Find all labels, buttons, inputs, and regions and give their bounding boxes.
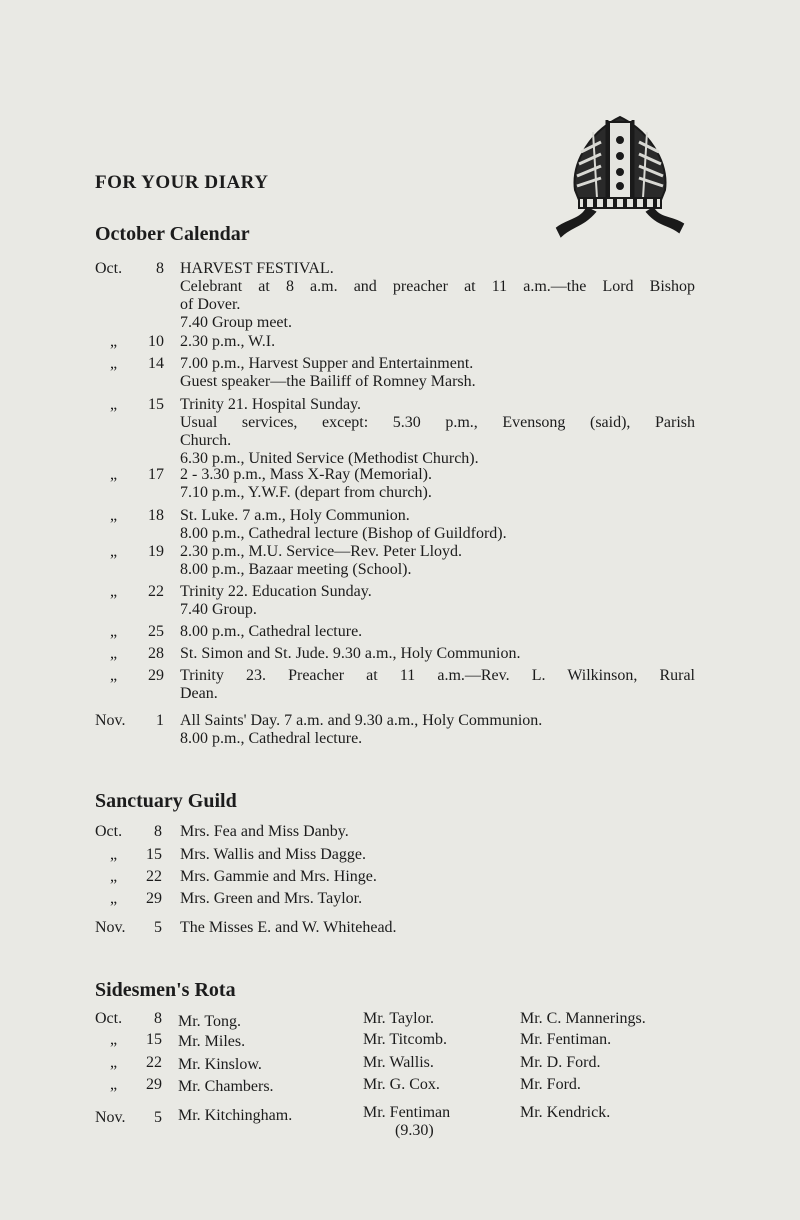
sidesmens-rota-heading: Sidesmen's Rota bbox=[95, 979, 236, 1001]
calendar-entry: „ 29 Trinity 23. Preacher at 11 a.m.—Rev. L. Wilkinson, Rural Dean. bbox=[110, 667, 695, 702]
service-time-note: (9.30) bbox=[395, 1122, 434, 1139]
diary-page: FOR YOUR DIARY October Calendar Oct. 8 HARVEST FESTIVAL. Celebrant at 8 a.m. and preacher at 11 a.m.—the Lord Bishop of Dover. 7.40 Group meet. „ 10 2.30 p.m., W.I. „ 14 7.00 p.m., Harvest Supper and Entertainment. Guest speaker—the Bailiff of Romney Marsh. „ 15 Trinity 21. Hospital Sunday. Usual services, except: 5.30 p.m., Evensong (said), Parish Church. 6.30 p.m., United Service (Methodist Church). „ 17 2 - 3.30 p.m., Mass X-Ray (Memorial). 7.10 p.m., Y.W.F. (depart from church). „ 18 St. Luke. 7 a.m., Holy Communion. 8.00 p.m., Cathedral lecture (Bishop of Guildford). „ 19 2.30 p.m., M.U. Service—Rev. Peter Lloyd. 8.00 p.m., Bazaar meeting (School). „ 22 Trinity 22. Education Sunday. 7.40 Group. „ 25 8.00 p.m., Cathedral lecture. „ 28 St. Simon and St. Jude. 9.30 a.m., Holy Communion. „ 29 Trinity 23. Preacher at 11 a.m.—Rev. L. Wilkinson, Rural Dean. Nov. 1 All Saints' Day. 7 a.m. and 9.30 a.m., Holy Communion. 8.00 p.m., Cathedral lecture. Sanctuary Guild Oct. 8 Mrs. Fea and Miss Danby. „ 15 Mrs. Wallis and Miss Dagge. „ 22 Mrs. Gammie and Mrs. Hinge. „ 29 Mrs. Green and Mrs. Taylor. Nov. 5 The Misses E. and W. Whitehead. Sidesmen's Rota Oct. 8 Mr. Tong. Mr. Taylor. Mr. C. Mannerings. „ 15 Mr. Miles. Mr. Titcomb. Mr. Fentiman. „ 22 Mr. Kinslow. Mr. Wallis. Mr. D. Ford. „ 29 Mr. Chambers. Mr. G. Cox. Mr. Ford. Nov. 5 Mr. Kitchingham. Mr. Fentiman Mr. Kendrick. (9.30) bbox=[0, 0, 800, 1220]
calendar-entry: Nov. 1 All Saints' Day. 7 a.m. and 9.30 a.m., Holy Communion. 8.00 p.m., Cathedral lecture. bbox=[95, 712, 543, 747]
calendar-entry: „ 19 2.30 p.m., M.U. Service—Rev. Peter Lloyd. 8.00 p.m., Bazaar meeting (School). bbox=[110, 543, 463, 578]
calendar-entry: „ 28 St. Simon and St. Jude. 9.30 a.m., Holy Communion. bbox=[110, 645, 521, 662]
october-calendar-heading: October Calendar bbox=[95, 223, 250, 245]
calendar-entry: „ 25 8.00 p.m., Cathedral lecture. bbox=[110, 623, 363, 640]
calendar-entry: „ 18 St. Luke. 7 a.m., Holy Communion. 8.00 p.m., Cathedral lecture (Bishop of Guildford). bbox=[110, 507, 507, 542]
page-title: FOR YOUR DIARY bbox=[95, 172, 269, 193]
calendar-entry: Oct. 8 HARVEST FESTIVAL. Celebrant at 8 a.m. and preacher at 11 a.m.—the Lord Bishop of Dover. 7.40 Group meet. bbox=[95, 260, 695, 331]
calendar-entry: „ 22 Trinity 22. Education Sunday. 7.40 Group. bbox=[110, 583, 372, 618]
bishop-mitre-icon bbox=[553, 112, 688, 242]
sanctuary-guild-heading: Sanctuary Guild bbox=[95, 790, 237, 812]
calendar-entry: „ 10 2.30 p.m., W.I. bbox=[110, 333, 276, 350]
calendar-entry: „ 14 7.00 p.m., Harvest Supper and Entertainment. Guest speaker—the Bailiff of Romney Marsh. bbox=[110, 355, 476, 390]
calendar-entry: „ 15 Trinity 21. Hospital Sunday. Usual services, except: 5.30 p.m., Evensong (said), Parish Church. 6.30 p.m., United Service (Methodist Church). bbox=[110, 396, 695, 467]
calendar-entry: „ 17 2 - 3.30 p.m., Mass X-Ray (Memorial). 7.10 p.m., Y.W.F. (depart from church). bbox=[110, 466, 432, 501]
